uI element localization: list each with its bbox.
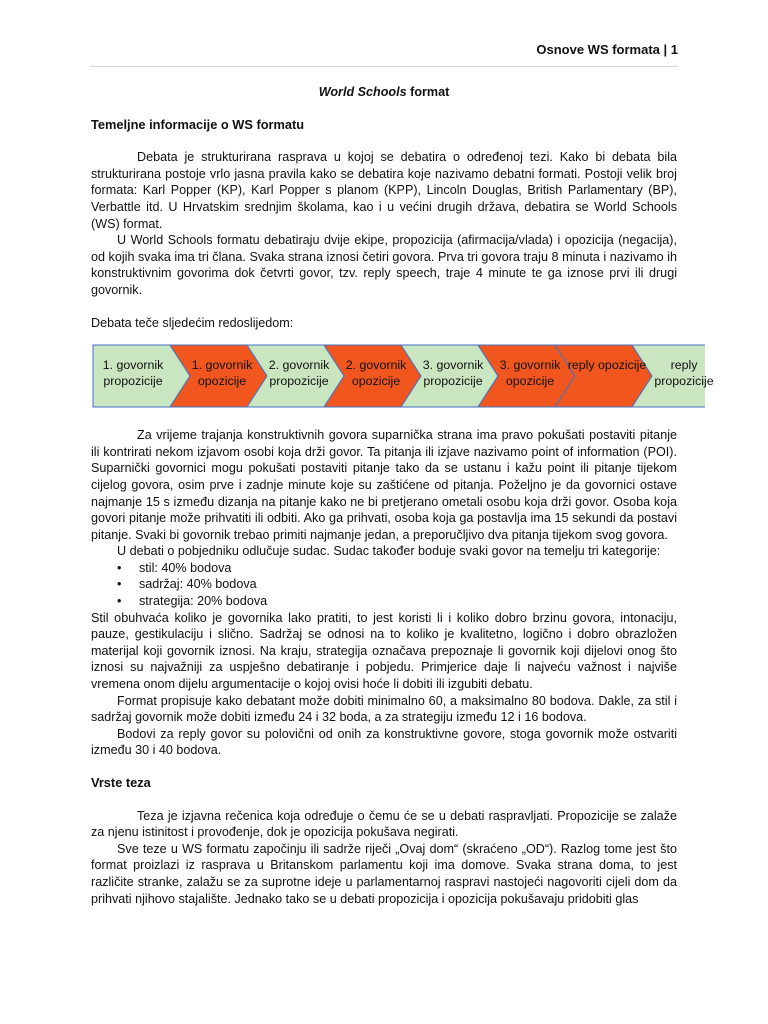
flow-step-label: reply opozicije (567, 358, 647, 373)
paragraph-poi: Za vrijeme trajanja konstruktivnih govora suparnička strana ima pravo pokušati postaviti pitanje ili kontrirati nekom izjavom osobi koja drži govor. Ta pitanja ili izjave nazivamo point of information (POI). Suparnički govornici mogu pokušati postaviti pitanje tako da se ustanu i kažu point ili pitanje tijekom cijelog govora, osim prve i zadnje minute koje su zaštićene od pitanja. Poželjno je da govornici ostave najmanje 15 s između dizanja na pitanje kako ne bi pretjerano ometali osobu koja drži govor. Osoba koja govori pitanje može prihvatiti ili odbiti. Ako ga prihvati, osoba koja ga postavlja ima 15 sekundi da postavi pitanje. Svaki bi govornik trebao primiti najmanje jedan, a preporučljivo dva pitanja tijekom svog govora. (91, 428, 677, 542)
paragraph-reply-points: Bodovi za reply govor su polovični od onih za konstruktivne govore, stoga govornik može ostvariti između 30 i 40 bodova. (91, 726, 677, 758)
paragraph-teams: U World Schools formatu debatiraju dvije ekipe, propozicija (afirmacija/vlada) i opozicija (negacija), od kojih svaka ima tri člana. Svaka strana iznosi četiri govora. Prva tri govora traju 8 minuta i nazivamo ih konstruktivnim govorima dok četvrti govor, tzv. reply speech, traje 4 minute te ga iznose prvi ili drugi govornik. (91, 233, 677, 297)
document-title (91, 84, 677, 101)
debate-order-flowchart (91, 343, 714, 409)
list-item: • strategija: 20% bodova (91, 593, 677, 610)
score-category-list (91, 560, 677, 610)
list-item: • sadržaj: 40% bodova (91, 576, 677, 593)
flow-step-label: 1. govornik propozicije (102, 358, 164, 389)
paragraph-intro: Debata je strukturirana rasprava u kojoj se debatira o određenoj tezi. Kako bi debata bila strukturirana postoje vrlo jasna pravila kako se debatira koje nazivamo debatni formati. Postoji velik broj formata: Karl Popper (KP), Karl Popper s planom (KPP), Lincoln Douglas, British Parlamentary (BP), Verbattle itd. U Hrvatskim srednjim školama, kao i u većini drugih država, debatira se World Schools (WS) format. (91, 150, 677, 231)
paragraph-thesis: Teza je izjavna rečenica koja određuje o čemu će se u debati raspravljati. Propozicije se zalaže za njenu istinitost i provođenje, dok je opozicija pokušava negirati. (91, 808, 677, 840)
paragraph-judge: U debati o pobjedniku odlučuje sudac. Sudac također boduje svaki govor na temelju tri kategorije: (117, 544, 661, 559)
paragraph-order: Debata teče sljedećim redoslijedom: (91, 315, 294, 330)
section-heading-basics: Temeljne informacije o WS formatu (91, 116, 305, 132)
document-body (91, 84, 714, 907)
section-heading-topics: Vrste teza (91, 775, 151, 790)
paragraph-house: Sve teze u WS formatu započinju ili sadrže riječi „Ovaj dom“ (skraćeno „OD“). Razlog tome jest što format proizlazi iz rasprava u Britanskom parlamentu koji ima domove. Svaka strana doma, to jest različite stranke, zalažu se za suprotne ideje u parlamentarnoj raspravi nastojeći nagovoriti cijeli dom da prihvati njihovo stajalište. Jednako tako se u debati propozicija i opozicija pokušavaju pridobiti glas (91, 841, 677, 906)
list-item: • stil: 40% bodova (91, 560, 677, 577)
title-italic: World Schools (318, 85, 407, 99)
flow-step-label: 3. govornik opozicije (499, 358, 561, 389)
paragraph-style: Stil obuhvaća koliko je govornika lako pratiti, to jest koristi li i koliko dobro brzinu govora, intonaciju, pauze, gestikulaciju i slično. Sadržaj se odnosi na to koliko je kvalitetno, logično i dobro obrazložen materijal koji govornik iznosi. Na kraju, strategija označava prepoznaje li govornik koji dijelovi onog što iznosi su najvažniji za uspješno debatiranje i pobjedu. Primjerice daje li najveću važnost i najviše vremena onom dijelu argumentacije o kojoj ovisi hoće li dobiti ili izgubiti debatu. (91, 610, 677, 692)
page-header: Osnove WS formata | 1 (90, 42, 678, 67)
flow-step-label: 1. govornik opozicije (191, 358, 253, 389)
title-rest: format (406, 85, 450, 99)
flow-step-label: reply propozicije (654, 358, 714, 389)
flow-step-label: 3. govornik propozicije (422, 358, 484, 389)
paragraph-points: Format propisuje kako debatant može dobiti minimalno 60, a maksimalno 80 bodova. Dakle, za stil i sadržaj govornik može dobiti između 24 i 32 boda, a za strategiju između 12 i 16 bodova. (91, 693, 677, 725)
flow-step-label: 2. govornik opozicije (345, 358, 407, 389)
flow-step-label: 2. govornik propozicije (268, 358, 330, 389)
